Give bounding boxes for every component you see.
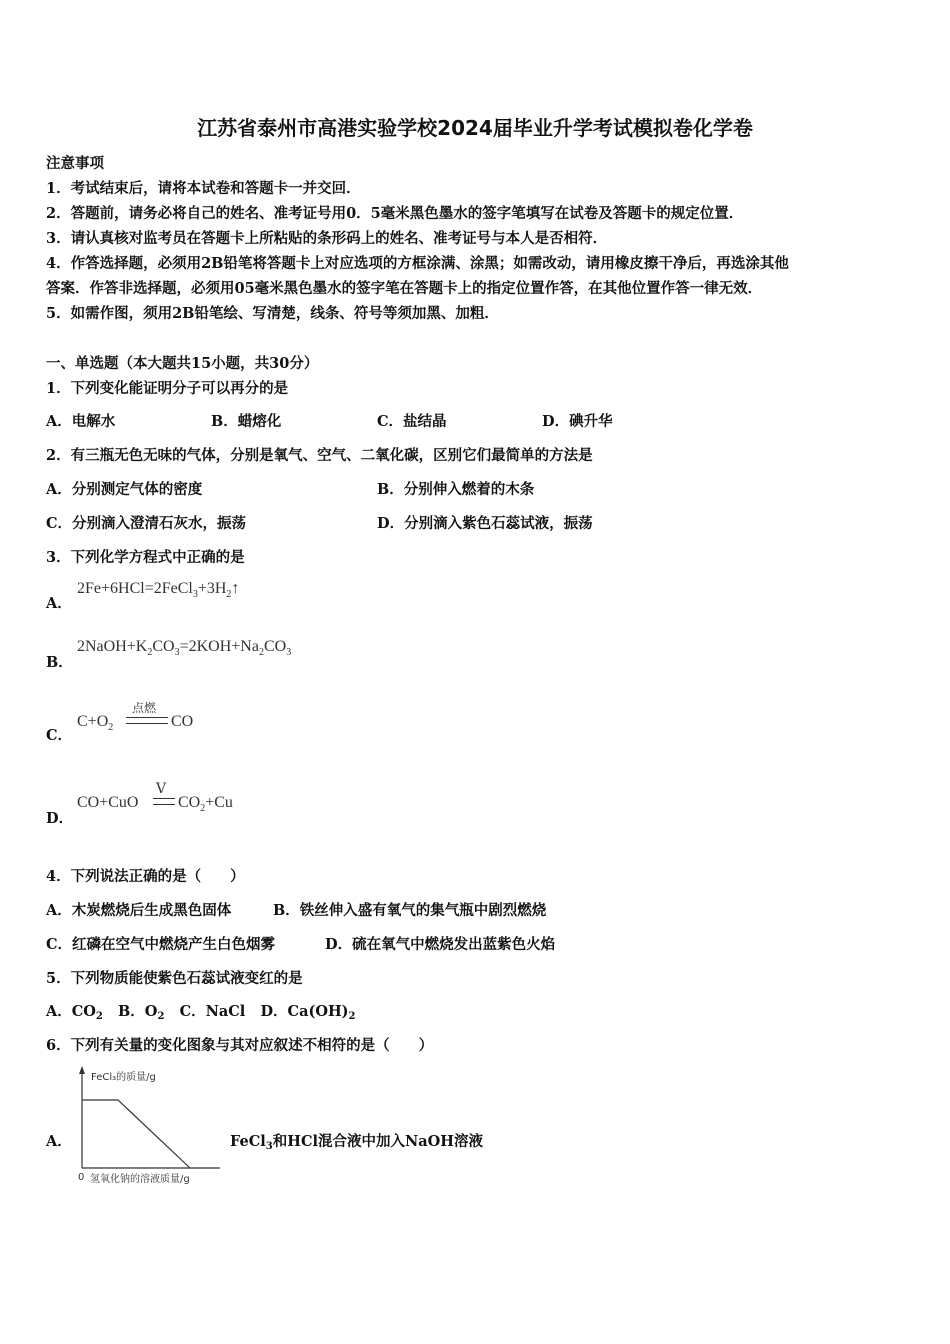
equation-a: $2Fe+6HCl=2FeCl_3+3H_2↑$: [77, 580, 240, 601]
condition-ignite: 点燃: [132, 701, 157, 715]
q3-label-c: C．: [46, 727, 73, 744]
q1-stem: 1．下列变化能证明分子可以再分的是: [46, 380, 289, 397]
fecl3-mass-curve: [82, 1100, 190, 1168]
q4-option-b: B．铁丝伸入盛有氧气的集气瓶中剧烈燃烧: [273, 902, 547, 919]
q3-label-a: A．: [46, 595, 72, 612]
q4-option-d: D．硫在氧气中燃烧发出蓝紫色火焰: [325, 936, 556, 953]
equation-b: $2NaOH+K_2CO_3=2KOH+Na_2CO_3$: [77, 638, 292, 659]
q5-option-d: D．$Ca(OH)_2$: [260, 1003, 356, 1022]
q5-options: [46, 1000, 356, 1022]
page-title: 江苏省泰州市高港实验学校2024届毕业升学考试模拟卷化学卷: [197, 116, 753, 140]
notice-item: 5．如需作图，须用2B铅笔绘、写清楚，线条、符号等须加黑、加粗．: [46, 305, 499, 322]
notice-item: 1．考试结束后，请将本试卷和答题卡一并交回．: [46, 180, 361, 197]
q2-option-d: D．分别滴入紫色石蕊试液，振荡: [377, 515, 593, 532]
origin-label: 0: [78, 1172, 85, 1183]
q2-option-c: C．分别滴入澄清石灰水，振荡: [46, 515, 247, 532]
equation-c-right: CO: [171, 713, 194, 730]
equals-double-bar: [153, 798, 175, 805]
q3-label-d: D．: [46, 810, 74, 827]
equation-d-left: CO+CuO: [77, 794, 139, 811]
q5-option-a: A．$CO_2$: [46, 1003, 103, 1022]
equals-double-bar: [126, 717, 168, 724]
q6-stem: 6．下列有关量的变化图象与其对应叙述不相符的是（ ）: [46, 1037, 434, 1054]
q4-option-c: C．红磷在空气中燃烧产生白色烟雾: [46, 936, 276, 953]
q5-option-b: B．$O_2$: [118, 1003, 165, 1022]
q5-stem: 5．下列物质能使紫色石蕊试液变红的是: [46, 970, 303, 987]
q1-option-a: A．电解水: [46, 413, 116, 430]
q1-option-c: C．盐结晶: [377, 413, 447, 430]
q3-label-b: B．: [46, 654, 73, 671]
equation-d-right: $CO_2+Cu$: [178, 794, 233, 815]
notice-item: 答案．作答非选择题，必须用05毫米黑色墨水的签字笔在答题卡上的指定位置作答，在其他位置作答一律无效．: [46, 280, 763, 297]
q1-option-b: B．蜡熔化: [211, 413, 282, 430]
equation-c-left: $C+O_2$: [77, 713, 114, 734]
q6-option-a-desc: FeCl$_3$和HCl混合液中加入NaOH溶液: [230, 1133, 483, 1152]
x-axis-label: 氢氧化钠的溶液质量/g: [90, 1174, 190, 1185]
notice-item: 4．作答选择题，必须用2B铅笔将答题卡上对应选项的方框涂满、涂黑；如需改动，请用橡皮擦干净后，再选涂其他: [46, 255, 789, 272]
fecl3-mass-graph: [70, 1064, 235, 1190]
q2-option-b: B．分别伸入燃着的木条: [377, 481, 535, 498]
notice-heading: 注意事项: [46, 155, 104, 172]
q2-option-a: A．分别测定气体的密度: [46, 481, 203, 498]
q2-stem: 2．有三瓶无色无味的气体，分别是氧气、空气、二氧化碳，区别它们最简单的方法是: [46, 447, 593, 464]
notice-item: 3．请认真核对监考员在答题卡上所粘贴的条形码上的姓名、准考证号与本人是否相符．: [46, 230, 608, 247]
q5-option-c: C．NaCl: [179, 1003, 246, 1020]
y-axis-label: FeCl₃的质量/g: [91, 1072, 156, 1083]
q4-option-a: A．木炭燃烧后生成黑色固体: [46, 902, 232, 919]
q3-stem: 3．下列化学方程式中正确的是: [46, 549, 245, 566]
section-heading: 一、单选题（本大题共15小题，共30分）: [46, 355, 319, 372]
condition-heat: V: [156, 781, 167, 797]
q4-stem: 4．下列说法正确的是（ ）: [46, 868, 245, 885]
q1-option-d: D．碘升华: [542, 413, 613, 430]
q6-option-a-label: A．: [46, 1133, 72, 1150]
notice-item: 2．答题前，请务必将自己的姓名、准考证号用0．5毫米黑色墨水的签字笔填写在试卷及答题卡的规定位置．: [46, 205, 744, 222]
y-axis-arrow: [79, 1066, 85, 1074]
